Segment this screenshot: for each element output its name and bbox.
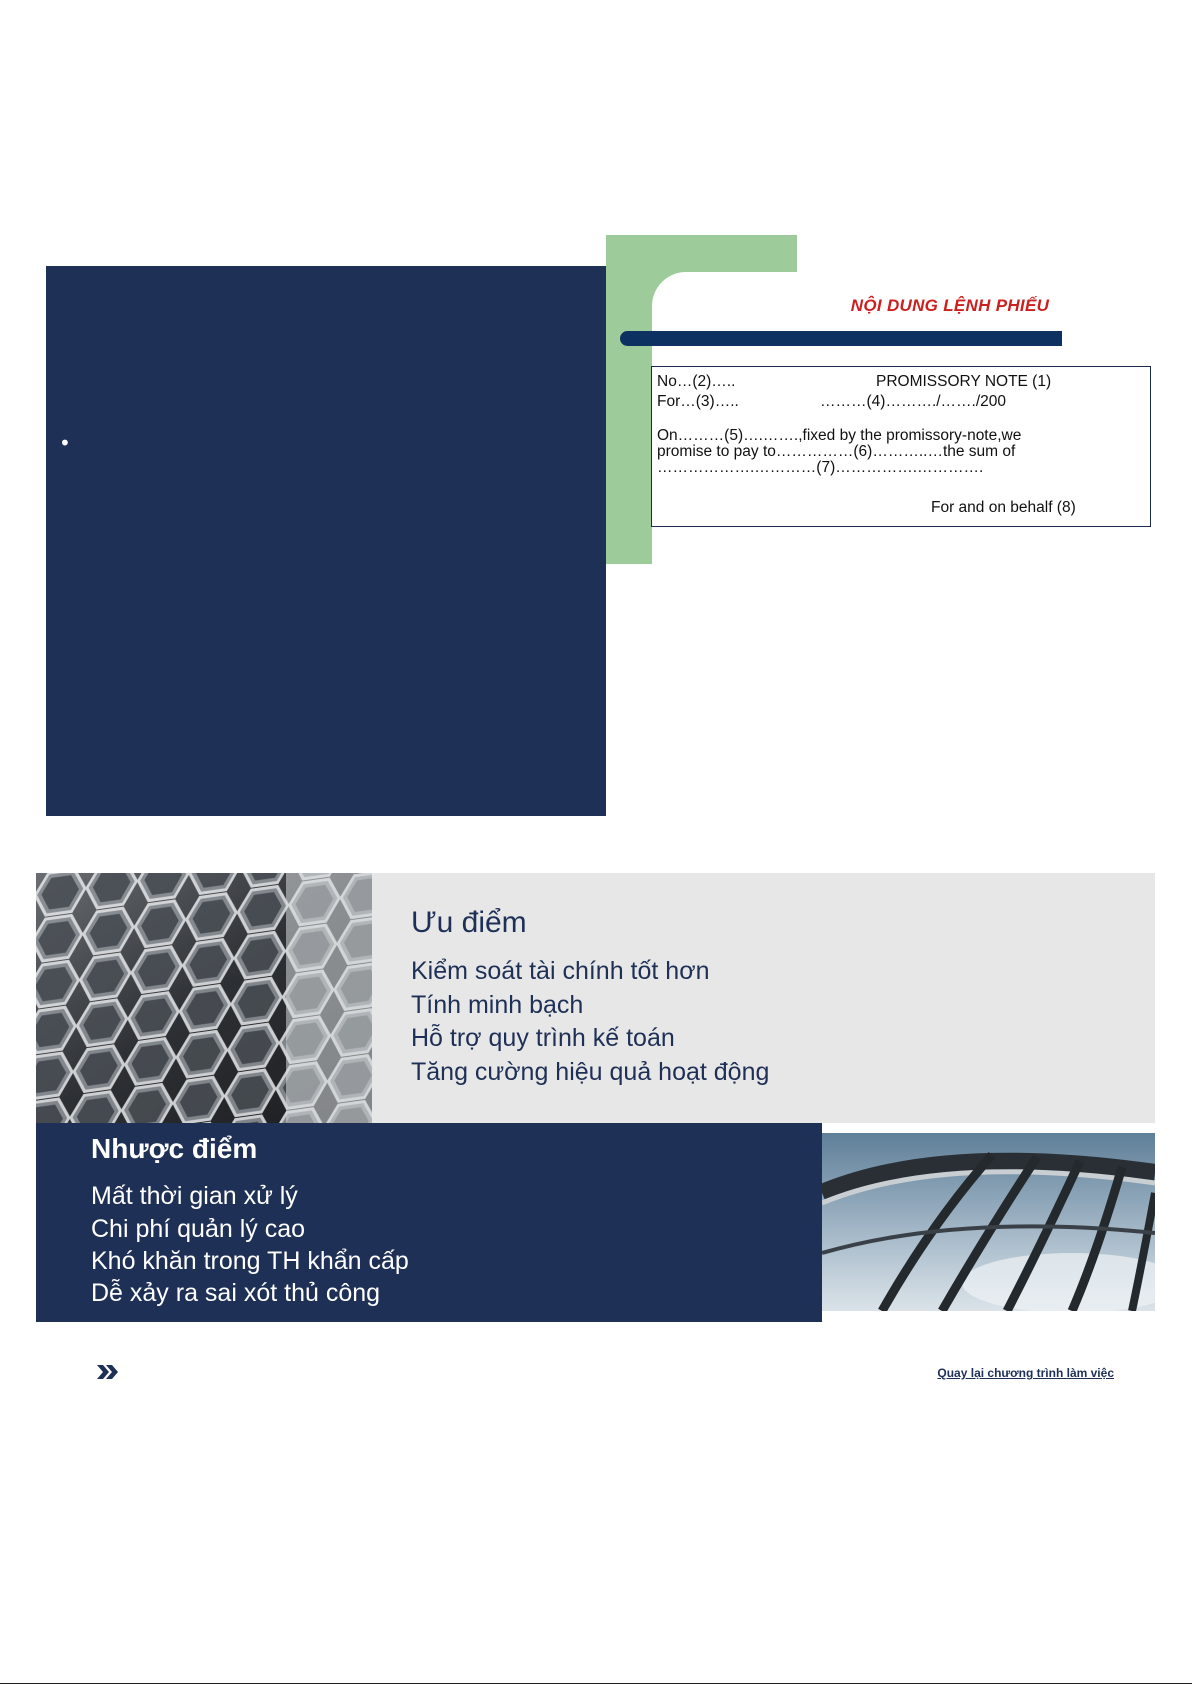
advantage-item: Tính minh bạch [411, 991, 584, 1019]
disadvantage-item: Khó khăn trong TH khẩn cấp [91, 1247, 409, 1275]
note-line-date: ………(4)………./……./200 [820, 393, 1007, 410]
promissory-note-form [651, 366, 1151, 527]
note-line-promise: promise to pay to……………(6)………..…the sum of [657, 443, 1016, 460]
disadvantage-item: Chi phí quản lý cao [91, 1215, 306, 1243]
note-line-for: For…(3)….. [657, 393, 739, 410]
back-to-agenda-link[interactable]: Quay lại chương trình làm việc [937, 1366, 1114, 1380]
disadvantages-title: Nhược điểm [91, 1133, 258, 1164]
note-line-on: On………(5)….…….,fixed by the promissory-note,we [657, 427, 1022, 444]
page-bottom-rule [0, 1683, 1192, 1684]
navy-panel [46, 266, 606, 816]
glass-roof-photo [822, 1133, 1155, 1311]
disadvantage-item: Dễ xảy ra sai xót thủ công [91, 1279, 381, 1307]
note-heading: NỘI DUNG LỆNH PHIẾU [850, 296, 1050, 315]
note-title: PROMISSORY NOTE (1) [876, 373, 1052, 390]
double-chevron-right-icon[interactable] [97, 1364, 119, 1378]
bullet-point: • [59, 431, 71, 455]
note-line-behalf: For and on behalf (8) [931, 499, 1076, 516]
note-divider-bar [620, 331, 1062, 346]
advantage-item: Kiểm soát tài chính tốt hơn [411, 957, 710, 985]
note-line-no: No…(2)….. [657, 373, 736, 390]
hexagon-building-photo [36, 873, 372, 1123]
advantage-item: Tăng cường hiệu quả hoạt động [411, 1058, 770, 1086]
disadvantage-item: Mất thời gian xử lý [91, 1182, 298, 1210]
advantage-item: Hỗ trợ quy trình kế toán [411, 1024, 675, 1052]
note-line-sum: ……………….…………(7)…………….…………. [657, 459, 984, 476]
advantages-title: Ưu điểm [411, 906, 527, 939]
